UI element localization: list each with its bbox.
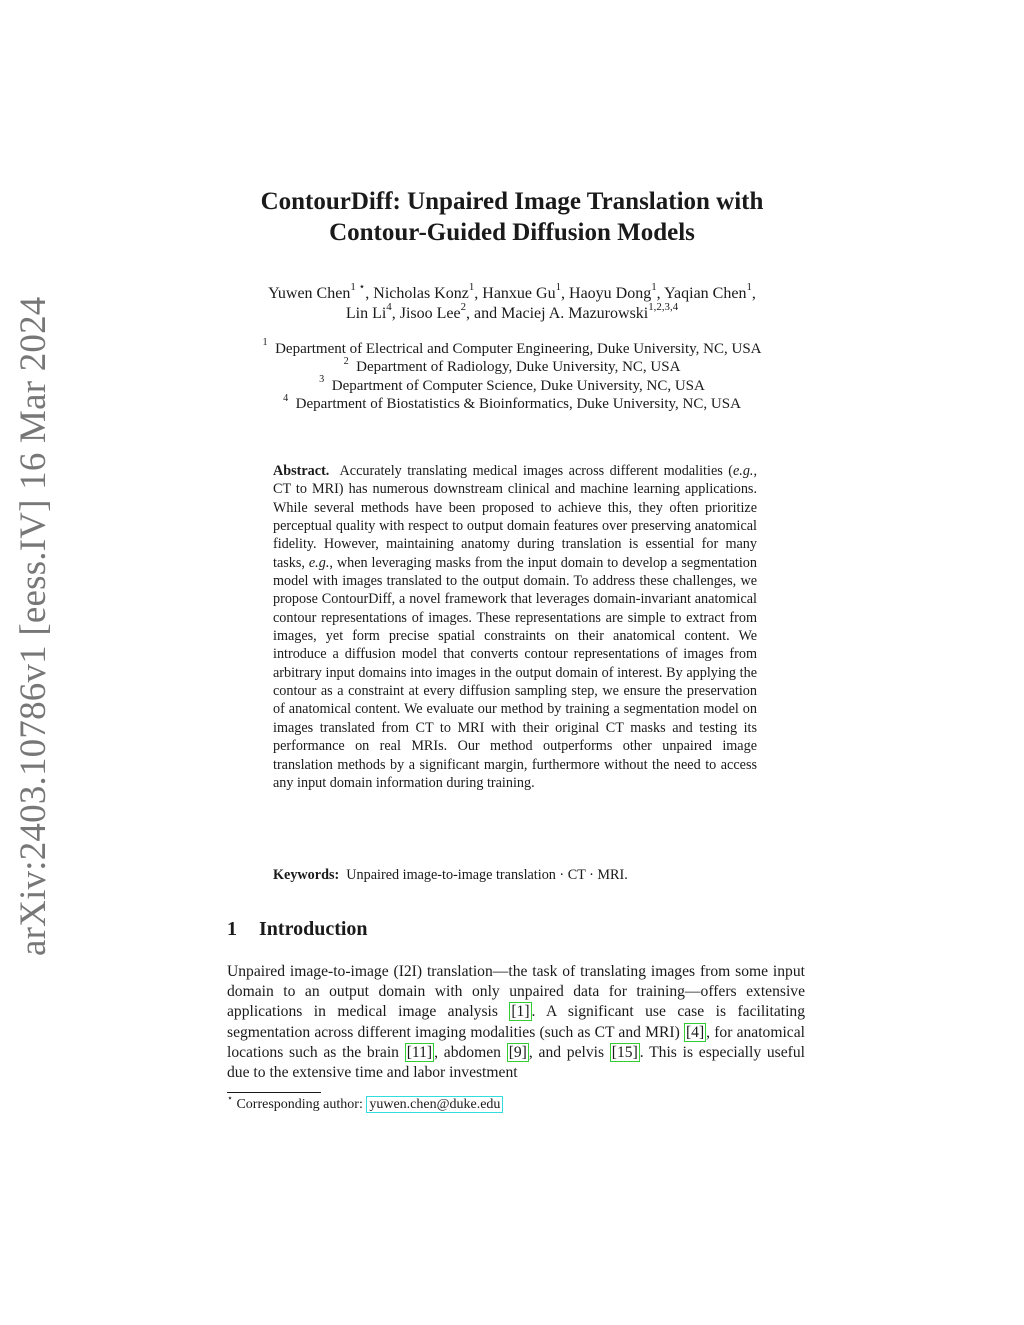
abstract-text: Accurately translating medical images across different modalities (	[339, 463, 733, 479]
affiliation-item	[180, 337, 844, 358]
abstract-body	[273, 462, 757, 792]
intro-body	[227, 962, 805, 1083]
author-name: Haoyu Dong	[569, 285, 652, 302]
abstract-text: , when leveraging masks from the input domain to develop a segmentation model with images translated to the output domain. To address these challenges, we propose ContourDiff, a novel framework that leverages domain-invariant anatomical contour representations of images. These representations are simple to extract from images, yet form precise spatial constraints on their anatomical content. We introduce a diffusion model that converts contour representations of images from arbitrary input domains into images in the output domain of interest. By applying the contour as a constraint at every diffusion sampling step, we ensure the preservation of anatomical content. We evaluate our method by training a segmentation model on images translated from CT to MRI with their original CT masks and testing its performance on real MRIs. Our method outperforms other unpaired image translation methods by a significant margin, furthermore without the need to access any input domain information during training.	[273, 554, 757, 791]
footnote-text: Corresponding author:	[236, 1097, 367, 1112]
affiliation-item	[180, 392, 844, 413]
affiliation-item	[180, 355, 844, 376]
author-line-2	[180, 301, 844, 324]
intro-text: . A significant use case is facilitating segmentation across different imaging modalities (such as CT and MRI)	[227, 1003, 805, 1041]
author-list	[180, 281, 844, 324]
author-affil-mark: 4	[386, 301, 392, 314]
author-separator: ,	[365, 285, 374, 302]
author-affil-mark: 1 ⋆	[350, 281, 366, 294]
author-affil-mark: 1	[746, 281, 752, 294]
affiliation-number: 1	[262, 337, 268, 349]
affiliation-number: 3	[319, 374, 325, 386]
citation-link[interactable]: [11]	[406, 1043, 433, 1061]
author-name: Maciej A. Mazurowski	[501, 305, 649, 322]
citation-link[interactable]: [9]	[508, 1043, 527, 1061]
author-name: Yaqian Chen	[664, 285, 747, 302]
affiliation-text: Department of Radiology, Duke University, NC, USA	[356, 359, 681, 376]
citation-link[interactable]: [4]	[685, 1023, 705, 1041]
intro-text: , and pelvis	[528, 1043, 610, 1061]
author-affil-mark: 1,2,3,4	[648, 301, 679, 314]
author-name: Jisoo Lee	[399, 305, 461, 322]
abstract-label: Abstract.	[273, 463, 330, 479]
section-heading	[227, 918, 368, 941]
email-link[interactable]: yuwen.chen@duke.edu	[366, 1096, 503, 1113]
intro-text: Unpaired image-to-image (I2I) translation—the task of translating images from some input domain to an output domain with only unpaired data for training—offers extensive applications in medical image analysis	[227, 963, 805, 1021]
intro-paragraph	[227, 962, 805, 1083]
keywords-text: Unpaired image-to-image translation · CT · MRI.	[346, 867, 628, 883]
footnote-mark: ⋆	[227, 1093, 233, 1104]
abstract-eg: e.g.	[308, 554, 330, 571]
author-affil-mark: 1	[651, 281, 657, 294]
section-title: Introduction	[259, 918, 368, 940]
author-affil-mark: 1	[555, 281, 562, 294]
section-number: 1	[227, 918, 237, 940]
citation-link[interactable]: [1]	[511, 1003, 530, 1021]
intro-text: , for anatomical locations such as the brain	[227, 1023, 805, 1061]
author-name: Lin Li	[345, 305, 387, 322]
intro-text: , abdomen	[434, 1043, 507, 1061]
author-separator: ,	[474, 285, 483, 302]
author-separator: ,	[391, 305, 400, 322]
affiliation-item	[180, 374, 844, 395]
keywords-label: Keywords:	[273, 867, 340, 883]
affiliation-list	[180, 337, 844, 414]
author-line-1	[180, 281, 844, 304]
footnote-divider	[227, 1092, 321, 1093]
author-affil-mark: 2	[460, 301, 467, 314]
author-separator: ,	[751, 285, 756, 302]
abstract-text: , CT to MRI) has numerous downstream clinical and machine learning applications. While several methods have been proposed to achieve this, they often prioritize perceptual quality with respect to output domain features over preserving anatomical fidelity. However, maintaining anatomy during translation is essential for many tasks,	[273, 463, 758, 571]
author-separator: ,	[561, 285, 570, 302]
paper-title	[180, 186, 844, 248]
affiliation-text: Department of Biostatistics & Bioinformatics, Duke University, NC, USA	[295, 396, 741, 413]
abstract	[273, 462, 757, 792]
author-name: Hanxue Gu	[482, 285, 556, 302]
affiliation-text: Department of Computer Science, Duke University, NC, USA	[331, 377, 705, 394]
author-name: Nicholas Konz	[373, 285, 469, 302]
title-line-2: Contour-Guided Diffusion Models	[329, 219, 695, 246]
keywords	[273, 866, 757, 884]
author-separator: ,	[656, 285, 665, 302]
arxiv-identifier: arXiv:2403.10786v1 [eess.IV] 16 Mar 2024	[13, 296, 54, 956]
author-conjunction: and	[474, 305, 502, 322]
footnote	[227, 1093, 503, 1114]
affiliation-number: 2	[343, 355, 349, 367]
title-line-1: ContourDiff: Unpaired Image Translation with	[260, 188, 764, 215]
intro-text: . This is especially useful due to the extensive time and labor investment	[227, 1043, 805, 1082]
affiliation-text: Department of Electrical and Computer Engineering, Duke University, NC, USA	[275, 341, 762, 357]
author-name: Yuwen Chen	[268, 285, 351, 302]
citation-link[interactable]: [15]	[611, 1043, 638, 1061]
author-affil-mark: 1	[468, 281, 475, 294]
affiliation-number: 4	[283, 392, 289, 404]
abstract-eg: e.g.	[732, 463, 754, 479]
author-separator: ,	[466, 305, 475, 322]
